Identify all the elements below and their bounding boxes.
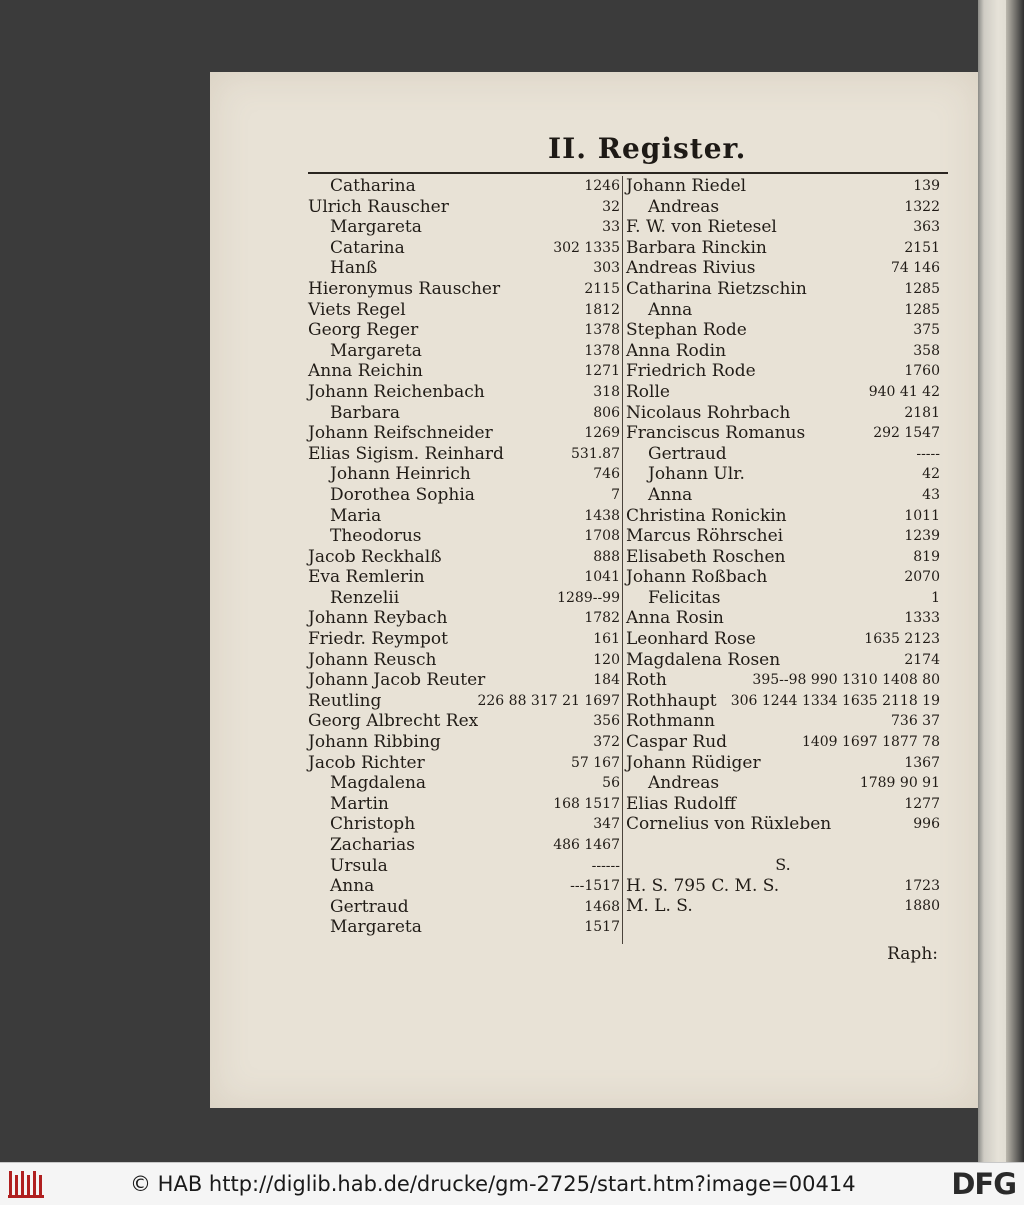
entry-page-numbers: 395--98 990 1310 1408 80 xyxy=(752,672,940,689)
entry-name: Andreas xyxy=(648,196,720,217)
register-entry xyxy=(626,485,940,506)
register-entry xyxy=(626,238,940,259)
entry-name: Anna xyxy=(330,876,375,897)
entry-name: Jacob Richter xyxy=(308,752,425,773)
section-spacer xyxy=(626,835,940,855)
entry-page-numbers: 1246 xyxy=(584,178,620,194)
entry-name: Gertraud xyxy=(648,443,727,464)
entry-page-numbers: 1378 xyxy=(584,322,620,339)
register-entry xyxy=(626,423,940,444)
register-entry xyxy=(626,176,940,197)
entry-name: Johann Roßbach xyxy=(626,567,768,588)
entry-page-numbers: ----- xyxy=(916,445,940,462)
entry-name: Jacob Reckhalß xyxy=(308,546,442,567)
entry-page-numbers: 888 xyxy=(593,548,620,565)
entry-name: Martin xyxy=(330,793,389,814)
entry-page-numbers: 2151 xyxy=(904,239,940,256)
entry-name: Elias Sigism. Reinhard xyxy=(308,443,504,464)
entry-page-numbers: 2115 xyxy=(584,280,620,297)
entry-name: Maria xyxy=(330,505,382,526)
entry-page-numbers: 358 xyxy=(913,342,940,359)
entry-page-numbers: 42 xyxy=(922,466,940,483)
entry-page-numbers: 1409 1697 1877 78 xyxy=(801,734,940,751)
entry-page-numbers: 168 1517 xyxy=(553,795,620,812)
entry-name: F. W. von Rietesel xyxy=(626,217,777,238)
entry-page-numbers: 372 xyxy=(593,734,620,751)
entry-name: Christoph xyxy=(330,814,416,835)
entry-page-numbers: 356 xyxy=(593,713,620,730)
entry-page-numbers: 1271 xyxy=(584,363,620,380)
register-entry xyxy=(308,444,620,465)
entry-name: Barbara xyxy=(330,402,401,423)
entry-name: Johann Riedel xyxy=(626,176,747,196)
entry-page-numbers: 1289--99 xyxy=(557,589,620,606)
entry-page-numbers: 1333 xyxy=(904,610,940,627)
entry-page-numbers: 1011 xyxy=(904,507,940,524)
entry-name: Theodorus xyxy=(330,526,422,547)
entry-page-numbers: 306 1244 1334 1635 2118 19 xyxy=(730,692,940,709)
entry-name: Johann Reifschneider xyxy=(308,423,493,444)
entry-page-numbers: 120 xyxy=(593,651,620,668)
entry-page-numbers: 363 xyxy=(913,219,940,236)
entry-name: Felicitas xyxy=(648,587,721,608)
entry-name: Caspar Rud xyxy=(626,732,728,753)
entry-name: Georg Albrecht Rex xyxy=(308,711,479,732)
register-entry xyxy=(626,608,940,629)
entry-name: Catharina xyxy=(330,176,416,196)
entry-name: Johann Rüdiger xyxy=(626,752,761,773)
register-entry xyxy=(626,753,940,774)
entry-name: Friedrich Rode xyxy=(626,361,756,382)
entry-page-numbers: 746 xyxy=(593,466,620,483)
entry-name: Friedr. Reympot xyxy=(308,629,448,650)
entry-page-numbers: 74 146 xyxy=(891,260,940,277)
register-entry xyxy=(626,794,940,815)
entry-name: Ulrich Rauscher xyxy=(308,196,449,217)
entry-name: Johann Ulr. xyxy=(648,464,745,485)
entry-name: Anna Rosin xyxy=(626,608,724,629)
register-entry xyxy=(626,279,940,300)
section-heading-s: S. xyxy=(775,855,791,874)
entry-page-numbers: 1517 xyxy=(584,919,620,936)
entry-page-numbers: 1635 2123 xyxy=(864,631,940,648)
register-entry xyxy=(626,567,940,588)
entry-page-numbers: 375 xyxy=(913,322,940,339)
entry-page-numbers: 940 41 42 xyxy=(868,383,940,400)
entry-page-numbers: 1468 xyxy=(584,898,620,915)
entry-page-numbers: 531.87 xyxy=(571,445,620,462)
entry-name: Margareta xyxy=(330,917,422,938)
entry-name: Leonhard Rose xyxy=(626,629,756,650)
register-entry xyxy=(626,773,940,794)
entry-page-numbers: 1760 xyxy=(904,363,940,380)
register-entry xyxy=(626,197,940,218)
hab-logo-icon xyxy=(8,1169,48,1199)
register-entry xyxy=(308,279,620,300)
register-entry xyxy=(626,547,940,568)
register-entry xyxy=(308,197,620,218)
entry-page-numbers: 1789 90 91 xyxy=(859,775,940,792)
entry-page-numbers: 1 xyxy=(931,589,940,606)
entry-page-numbers: 1782 xyxy=(584,610,620,627)
entry-name: Elias Rudolff xyxy=(626,793,736,814)
register-entry xyxy=(308,506,620,527)
entry-name: Renzelii xyxy=(330,587,400,608)
entry-page-numbers: 7 xyxy=(611,486,620,503)
entry-name: Stephan Rode xyxy=(626,320,747,341)
register-entry xyxy=(308,876,620,897)
register-entry xyxy=(308,547,620,568)
entry-name: Zacharias xyxy=(330,835,415,855)
register-entry xyxy=(626,732,940,753)
entry-page-numbers: 736 37 xyxy=(891,713,940,730)
entry-name: Anna xyxy=(648,299,693,320)
register-entry xyxy=(626,320,940,341)
register-entry xyxy=(308,300,620,321)
register-entry xyxy=(308,608,620,629)
entry-page-numbers: 1322 xyxy=(904,198,940,215)
register-entry xyxy=(626,217,940,238)
entry-name: Roth xyxy=(626,670,667,691)
entry-name: Johann Jacob Reuter xyxy=(308,670,486,691)
entry-page-numbers: 226 88 317 21 1697 xyxy=(477,692,620,709)
entry-page-numbers: 1723 xyxy=(904,877,940,894)
entry-name: Johann Reichenbach xyxy=(308,381,485,402)
register-entry xyxy=(308,320,620,341)
register-entry xyxy=(308,773,620,794)
register-entry xyxy=(308,588,620,609)
entry-page-numbers: 2070 xyxy=(904,569,940,586)
catchword: Raph: xyxy=(887,944,938,964)
entry-page-numbers: 302 1335 xyxy=(553,239,620,256)
entry-page-numbers: 2181 xyxy=(904,404,940,421)
register-entry xyxy=(308,176,620,197)
entry-page-numbers: 161 xyxy=(593,631,620,648)
register-entry xyxy=(308,917,620,938)
entry-page-numbers: 996 xyxy=(913,816,940,833)
entry-name: Reutling xyxy=(308,690,382,711)
footer-bar xyxy=(0,1162,1024,1205)
entry-name: Catarina xyxy=(330,237,405,258)
entry-page-numbers: 806 xyxy=(593,404,620,421)
register-entry xyxy=(626,361,940,382)
register-entry xyxy=(626,382,940,403)
entry-name: Gertraud xyxy=(330,896,409,917)
entry-name: Cornelius von Rüxleben xyxy=(626,814,832,835)
entry-name: Georg Reger xyxy=(308,320,419,341)
page-header: II. Register. xyxy=(548,132,747,165)
register-entry xyxy=(308,753,620,774)
entry-name: Catharina Rietzschin xyxy=(626,278,807,299)
register-entry xyxy=(308,567,620,588)
entry-name: Franciscus Romanus xyxy=(626,423,806,444)
register-entry xyxy=(308,835,620,856)
entry-page-numbers: 1269 xyxy=(584,425,620,442)
register-entry xyxy=(308,732,620,753)
entry-page-numbers: 1285 xyxy=(904,301,940,318)
header-rule xyxy=(308,172,948,174)
entry-name: Hanß xyxy=(330,258,378,279)
register-entry xyxy=(308,814,620,835)
register-entry xyxy=(308,856,620,877)
register-entry xyxy=(626,711,940,732)
entry-page-numbers: 1367 xyxy=(904,754,940,771)
entry-page-numbers: 43 xyxy=(922,486,940,503)
entry-name: Rothhaupt xyxy=(626,690,717,711)
entry-page-numbers: 2174 xyxy=(904,651,940,668)
entry-name: Rolle xyxy=(626,381,670,402)
entry-page-numbers: 57 167 xyxy=(571,754,620,771)
entry-name: Andreas xyxy=(648,773,720,794)
entry-page-numbers: 1880 xyxy=(904,898,940,915)
register-entry xyxy=(308,485,620,506)
entry-name: Barbara Rinckin xyxy=(626,237,767,258)
entry-name: Johann Ribbing xyxy=(308,732,441,753)
register-entry xyxy=(308,691,620,712)
entry-page-numbers: 303 xyxy=(593,260,620,277)
copyright-url[interactable]: © HAB http://diglib.hab.de/drucke/gm-2725/start.htm?image=00414 xyxy=(130,1172,856,1196)
register-entry xyxy=(626,896,940,917)
book-page xyxy=(210,72,978,1108)
entry-name: Margareta xyxy=(330,340,422,361)
register-entry xyxy=(626,258,940,279)
entry-page-numbers: 819 xyxy=(913,548,940,565)
entry-name: Anna Rodin xyxy=(626,340,727,361)
register-entry xyxy=(626,341,940,362)
register-entry xyxy=(308,670,620,691)
entry-name: Johann Reusch xyxy=(308,649,437,670)
register-entry xyxy=(308,897,620,918)
entry-name: H. S. 795 C. M. S. xyxy=(626,875,780,896)
entry-page-numbers: ---1517 xyxy=(570,878,620,895)
register-entry xyxy=(308,711,620,732)
entry-name: Andreas Rivius xyxy=(626,258,756,279)
register-entry xyxy=(308,794,620,815)
entry-page-numbers: 318 xyxy=(593,383,620,400)
entry-page-numbers: 139 xyxy=(913,178,940,194)
register-entry xyxy=(308,341,620,362)
entry-name: Johann Heinrich xyxy=(330,464,471,485)
register-entry xyxy=(626,464,940,485)
entry-name: M. L. S. xyxy=(626,896,693,917)
entry-name: Anna Reichin xyxy=(308,361,423,382)
entry-name: Ursula xyxy=(330,855,388,876)
entry-page-numbers: 1378 xyxy=(584,342,620,359)
entry-name: Hieronymus Rauscher xyxy=(308,278,501,299)
register-entry xyxy=(626,403,940,424)
register-entry xyxy=(308,258,620,279)
register-entry xyxy=(308,526,620,547)
entry-name: Rothmann xyxy=(626,711,715,732)
entry-page-numbers: 32 xyxy=(602,198,620,215)
entry-page-numbers: 1041 xyxy=(584,569,620,586)
binding-shadow xyxy=(1006,0,1024,1162)
left-column xyxy=(308,176,620,938)
entry-page-numbers: 486 1467 xyxy=(553,837,620,853)
right-column xyxy=(626,176,940,917)
register-entry xyxy=(626,506,940,527)
register-entry xyxy=(308,423,620,444)
entry-name: Margareta xyxy=(330,217,422,238)
entry-name: Eva Remlerin xyxy=(308,567,425,588)
register-entry xyxy=(308,217,620,238)
entry-page-numbers: 1708 xyxy=(584,528,620,545)
entry-name: Elisabeth Roschen xyxy=(626,546,786,567)
register-entry xyxy=(308,238,620,259)
register-entry xyxy=(308,464,620,485)
entry-name: Dorothea Sophia xyxy=(330,484,475,505)
entry-page-numbers: 292 1547 xyxy=(873,425,940,442)
entry-name: Christina Ronickin xyxy=(626,505,787,526)
register-entry xyxy=(626,629,940,650)
entry-name: Marcus Röhrschei xyxy=(626,526,784,547)
entry-page-numbers: 1812 xyxy=(584,301,620,318)
register-entry xyxy=(626,691,940,712)
entry-name: Johann Reybach xyxy=(308,608,448,629)
entry-name: Magdalena xyxy=(330,773,427,794)
entry-page-numbers: 33 xyxy=(602,219,620,236)
register-entry xyxy=(626,526,940,547)
register-entry xyxy=(308,382,620,403)
entry-page-numbers: 1438 xyxy=(584,507,620,524)
entry-page-numbers: 1239 xyxy=(904,528,940,545)
register-entry xyxy=(626,588,940,609)
register-entry xyxy=(308,403,620,424)
register-entry xyxy=(308,650,620,671)
entry-page-numbers: 56 xyxy=(602,775,620,792)
register-entry xyxy=(626,300,940,321)
register-entry xyxy=(308,629,620,650)
register-entry xyxy=(626,670,940,691)
entry-page-numbers: ------ xyxy=(591,857,620,874)
column-divider xyxy=(622,176,623,944)
entry-page-numbers: 184 xyxy=(593,672,620,689)
entry-page-numbers: 1277 xyxy=(904,795,940,812)
entry-page-numbers: 1285 xyxy=(904,280,940,297)
entry-name: Nicolaus Rohrbach xyxy=(626,402,791,423)
entry-page-numbers: 347 xyxy=(593,816,620,833)
entry-name: Viets Regel xyxy=(308,299,406,320)
register-entry xyxy=(626,650,940,671)
entry-name: Magdalena Rosen xyxy=(626,649,781,670)
register-entry xyxy=(626,814,940,835)
dfg-logo: DFG xyxy=(951,1167,1016,1201)
register-entry xyxy=(626,444,940,465)
register-entry xyxy=(626,876,940,897)
register-entry xyxy=(308,361,620,382)
entry-name: Anna xyxy=(648,484,693,505)
